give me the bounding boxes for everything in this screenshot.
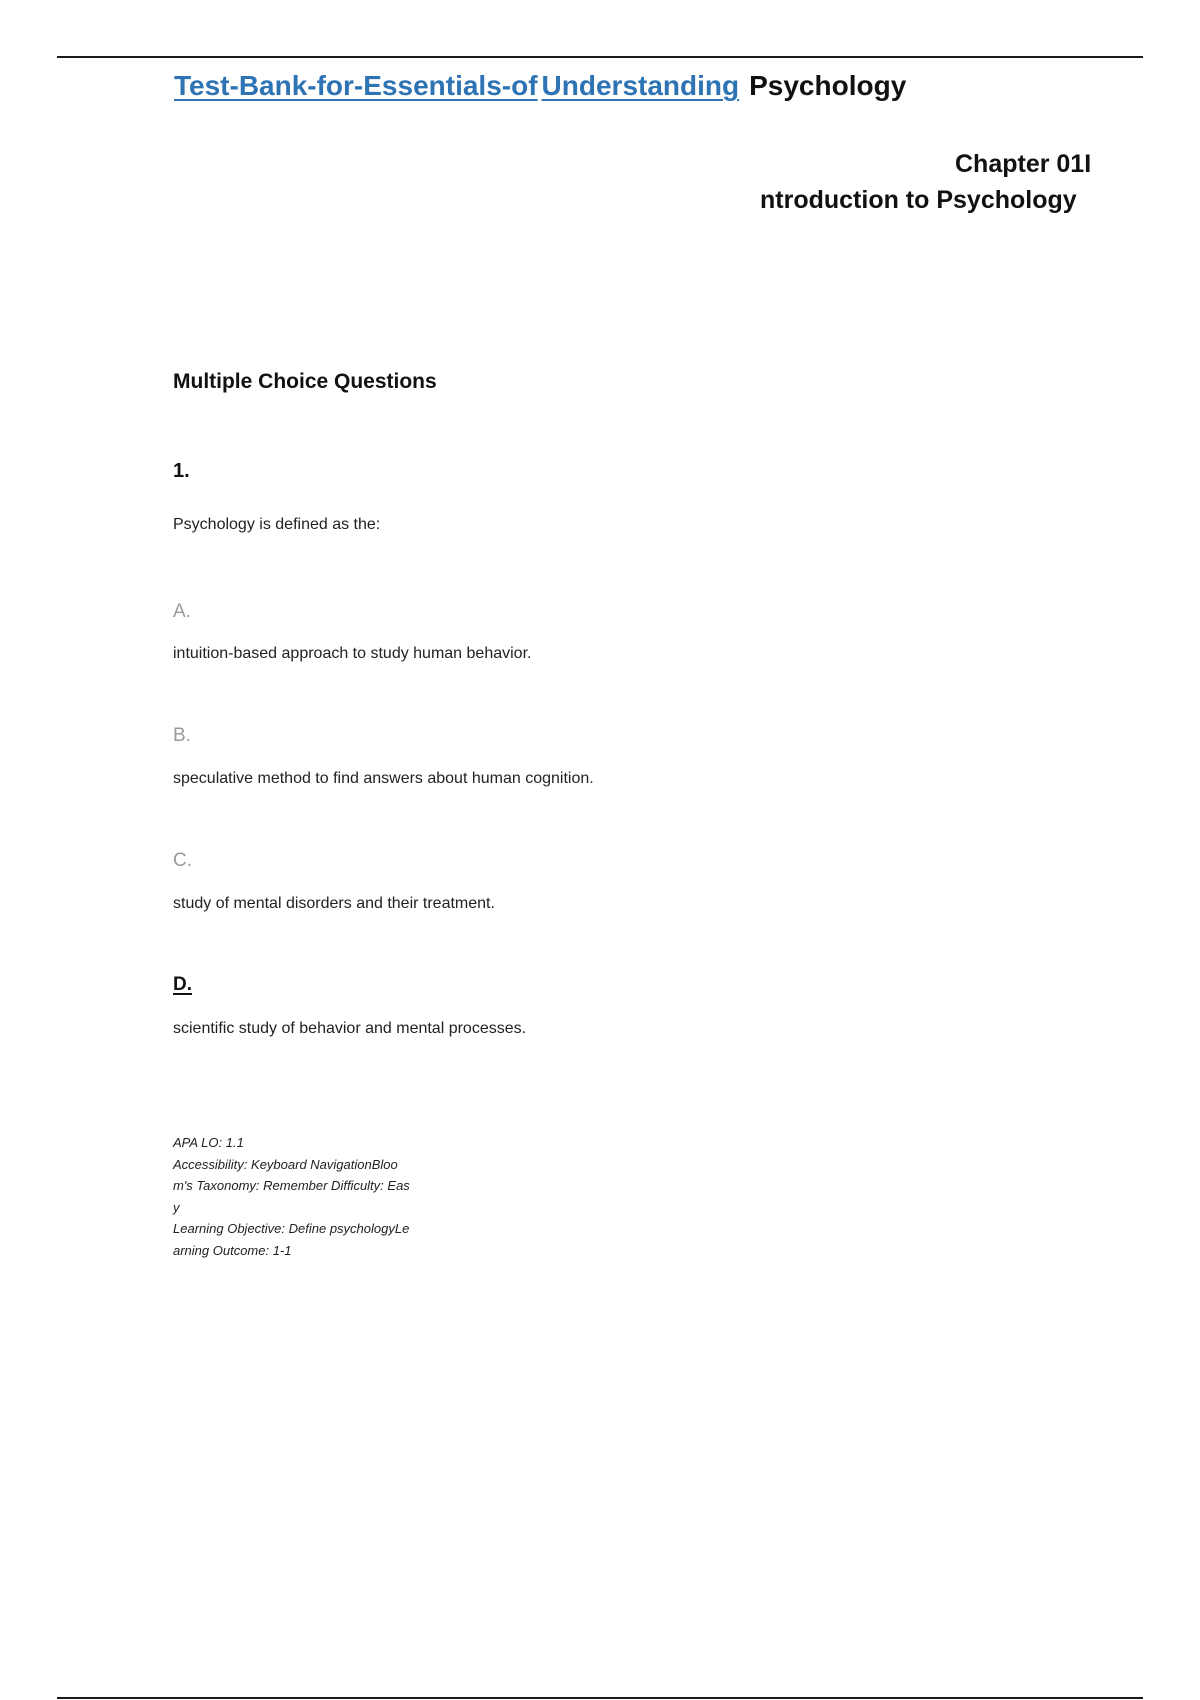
metadata-line: Learning Objective: Define psychologyLe <box>173 1221 410 1236</box>
question-number: 1. <box>173 460 190 482</box>
chapter-heading-line1: Chapter 01I <box>955 150 1092 178</box>
option-b-text: speculative method to find answers about human cognition. <box>173 770 594 787</box>
question-metadata <box>173 1132 410 1261</box>
metadata-line: y <box>173 1199 180 1215</box>
document-title <box>174 70 906 102</box>
title-link-understanding[interactable]: Understanding <box>541 70 740 101</box>
option-a-letter: A. <box>173 601 191 622</box>
question-text: Psychology is defined as the: <box>173 516 381 533</box>
chapter-heading-line2: ntroduction to Psychology <box>760 186 1077 214</box>
metadata-line: arning Outcome: 1-1 <box>173 1242 292 1258</box>
option-a-text: intuition-based approach to study human behavior. <box>173 645 532 662</box>
option-c-letter: C. <box>173 850 192 871</box>
bottom-rule <box>57 1697 1143 1699</box>
metadata-line: Accessibility: Keyboard NavigationBloo <box>173 1156 398 1172</box>
metadata-line: APA LO: 1.1 <box>173 1135 244 1150</box>
metadata-line: m's Taxonomy: Remember Difficulty: Eas <box>173 1178 410 1193</box>
option-b-letter: B. <box>173 725 191 746</box>
option-d-letter-correct: D. <box>173 974 192 995</box>
title-plain: Psychology <box>749 70 907 101</box>
section-heading: Multiple Choice Questions <box>173 370 437 393</box>
title-link[interactable]: Test-Bank-for-Essentials-of <box>174 70 538 101</box>
top-rule <box>57 56 1143 58</box>
option-c-text: study of mental disorders and their treatment. <box>173 895 495 912</box>
option-d-text: scientific study of behavior and mental processes. <box>173 1020 527 1037</box>
